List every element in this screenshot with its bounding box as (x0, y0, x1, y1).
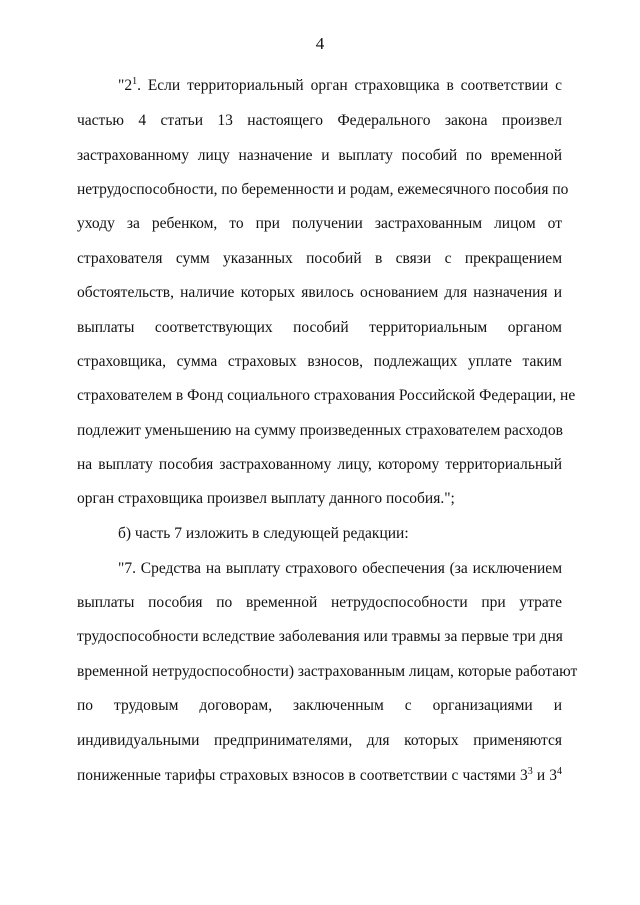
text-line: уходу за ребенком, то при получении застрахованным лицом от (77, 215, 562, 232)
text-line: выплаты пособия по временной нетрудоспособности при утрате (77, 594, 562, 611)
text-line: "$2^1$. Если территориальный орган страховщика в соответствии с (118, 76, 562, 94)
text-line: застрахованному лицу назначение и выплату пособий по временной (77, 147, 562, 164)
text-line: выплаты соответствующих пособий территориальным органом (77, 319, 562, 336)
superscript: 4 (557, 766, 562, 777)
text-line: на выплату пособия застрахованному лицу, которому территориальный (77, 456, 562, 473)
text-line: страхователем в Фонд социального страхования Российской Федерации, не (77, 387, 576, 404)
text-line: подлежит уменьшению на сумму произведенных страхователем расходов (77, 422, 563, 439)
text-line: обстоятельств, наличие которых явилось основанием для назначения и (77, 284, 562, 301)
text-line: орган страховщика произвел выплату данного пособия."; (77, 490, 455, 507)
text-line: "7. Средства на выплату страхового обеспечения (за исключением (118, 560, 562, 577)
text-line: нетрудоспособности, по беременности и родам, ежемесячного пособия по (77, 181, 569, 198)
text-line: частью 4 статьи 13 настоящего Федерального закона произвел (77, 112, 562, 129)
text-line: страхователя сумм указанных пособий в связи с прекращением (77, 250, 562, 267)
page-number: 4 (315, 34, 325, 53)
superscript: 3 (527, 766, 533, 777)
text-line: трудоспособности вследствие заболевания или травмы за первые три дня (77, 628, 563, 645)
text-line: индивидуальными предпринимателями, для которых применяются (77, 732, 562, 749)
text-line: по трудовым договорам, заключенным с организациями и (77, 697, 562, 714)
text-line: б) часть 7 изложить в следующей редакции: (118, 525, 409, 542)
text-line: временной нетрудоспособности) застрахованным лицам, которые работают (77, 663, 578, 680)
text-line: страховщика, сумма страховых взносов, подлежащих уплате таким (77, 353, 562, 370)
text-line: пониженные тарифы страховых взносов в соответствии с частями $3^3$ и $3^4$ (77, 766, 562, 784)
superscript: 1 (132, 76, 138, 87)
